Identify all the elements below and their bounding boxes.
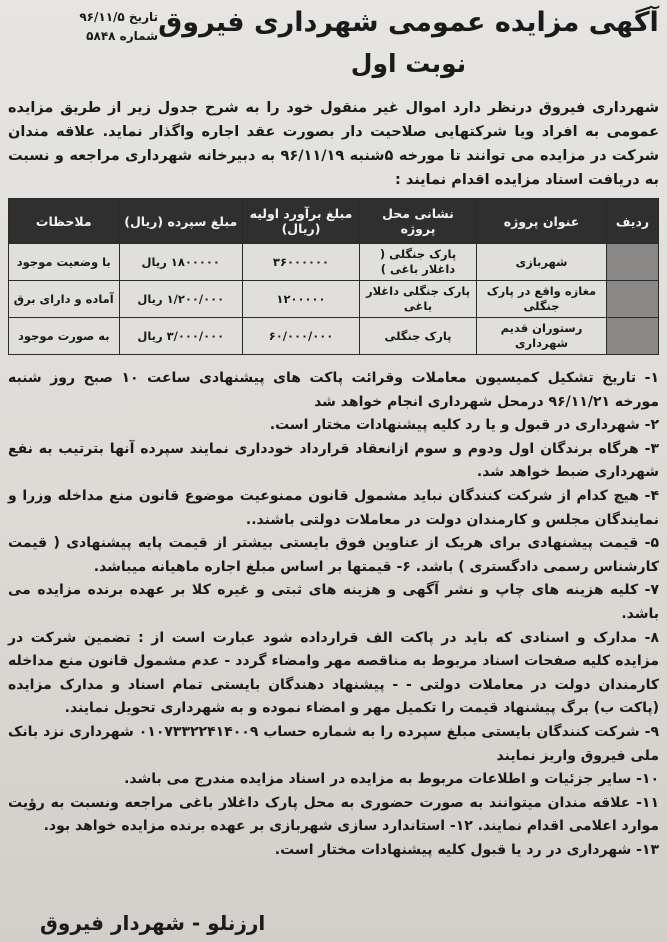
project-title-cell: رستوران قدیم شهرداری <box>477 318 607 355</box>
table-row <box>9 244 659 281</box>
header-initial-estimate: مبلغ برآورد اولیه (ریال) <box>243 199 360 244</box>
deposit-cell: ۱۸۰۰۰۰۰ ریال <box>119 244 243 281</box>
auction-table <box>8 198 659 355</box>
condition-item: ۱- تاریخ تشکیل کمیسیون معاملات وقرائت پاکت های پیشنهادی ساعت ۱۰ صبح روز شنبه مورخه ۹۶/۱۱/۲۱ درمحل شهرداری انجام خواهد شد <box>8 370 660 410</box>
notice-meta <box>10 8 158 46</box>
notice-title: آگهی مزایده عمومی شهرداری فیروق <box>158 7 659 38</box>
notes-cell: آماده و دارای برق <box>9 281 120 318</box>
project-address-cell: پارک جنگلی ( داغلار باغی ) <box>360 244 477 281</box>
signature-line: ارزنلو - شهردار فیروق <box>40 911 266 935</box>
condition-item: ۹- شرکت کنندگان بایستی مبلغ سپرده را به شماره حساب ۰۱۰۷۳۳۲۲۴۱۴۰۰۹ شهرداری نزد بانک ملی فیروق واریز نمایند <box>8 723 659 764</box>
project-address-cell: پارک جنگلی داغلار باغی <box>360 281 477 318</box>
table-header-row <box>9 199 659 244</box>
condition-item: ۷- کلیه هزینه های چاپ و نشر آگهی و هزینه های ثبتی و غیره کلا بر عهده برنده مزایده می باشد. <box>8 582 659 622</box>
condition-item: ۳- هرگاه برندگان اول ودوم و سوم ازانعقاد قرارداد خودداری نمایند سپرده آنها بترتیب به نفع شهرداری ضبط خواهد شد. <box>8 440 659 481</box>
notice-subtitle: نوبت اول <box>350 49 467 78</box>
condition-item: ۲- شهرداری در قبول و یا رد کلیه پیشنهادات مختار است. <box>269 417 659 434</box>
notice-number: شماره ۵۸۴۸ <box>86 29 158 43</box>
initial-estimate-cell: ۳۶۰۰۰۰۰۰ <box>243 244 360 281</box>
row-number-cell <box>607 244 659 281</box>
deposit-cell: ۱/۲۰۰/۰۰۰ ریال <box>119 281 243 318</box>
intro-paragraph: شهرداری فیروق درنظر دارد اموال غیر منقول خود را به شرح جدول زیر از طریق مزایده عمومی به افراد ویا شرکتهایی صلاحیت دار بصورت عقد اجاره واگذار نماید. علاقه مندان شرکت در مزایده می توانند تا مورخه ۵شنبه ۹۶/۱۱/۱۹ به دبیرخانه شهرداری مراجعه و نسبت به دریافت اسناد مزایده اقدام نمایند : <box>8 100 659 188</box>
notice-header <box>8 6 659 94</box>
initial-estimate-cell: ۶۰/۰۰۰/۰۰۰ <box>243 318 360 355</box>
header-project-address: نشانی محل پروژه <box>360 199 477 244</box>
condition-item: ۱۱- علاقه مندان میتوانند به صورت حضوری به محل پارک داغلار باغی مراجعه ونسبت به رؤیت موارد اعلامی اقدام نمایند. ۱۲- استاندارد سازی شهربازی بر عهده برنده مزایده خواهد بود. <box>8 794 659 835</box>
project-title-cell: مغازه واقع در پارک جنگلی <box>477 281 607 318</box>
condition-item: ۱۰- سایر جزئیات و اطلاعات مربوط به مزایده در اسناد مزایده مندرج می باشد. <box>124 771 659 788</box>
header-project-title: عنوان پروژه <box>477 199 607 244</box>
initial-estimate-cell: ۱۲۰۰۰۰۰ <box>243 281 360 318</box>
conditions-list <box>8 367 659 862</box>
row-number-cell <box>607 281 659 318</box>
notice-date: تاریخ ۹۶/۱۱/۵ <box>79 10 158 24</box>
project-address-cell: پارک جنگلی <box>360 318 477 355</box>
notes-cell: با وضعیت موجود <box>9 244 120 281</box>
notes-cell: به صورت موجود <box>9 318 120 355</box>
header-deposit: مبلغ سپرده (ریال) <box>119 199 243 244</box>
header-notes: ملاحظات <box>9 199 120 244</box>
table-row <box>9 318 659 355</box>
condition-item: ۵- قیمت پیشنهادی برای هریک از عناوین فوق بایستی بیشتر از قیمت پایه پیشنهادی ( قیمت کارشناس رسمی دادگستری ) باشد. ۶- قیمتها بر اساس مبلغ اجاره ماهیانه میباشد. <box>8 535 659 575</box>
row-number-cell <box>607 318 659 355</box>
condition-item: ۴- هیچ کدام از شرکت کنندگان نباید مشمول قانون ممنوعیت موضوع قانون منع مداخله وزرا و نمایندگان مجلس و کارمندان دولت در معاملات دولتی باشند.. <box>8 487 659 528</box>
header-row-number: ردیف <box>607 199 659 244</box>
condition-item: ۱۳- شهرداری در رد یا قبول کلیه پیشنهادات مختار است. <box>274 841 659 858</box>
table-row <box>9 281 659 318</box>
deposit-cell: ۳/۰۰۰/۰۰۰ ریال <box>119 318 243 355</box>
project-title-cell: شهربازی <box>477 244 607 281</box>
condition-item: ۸- مدارک و اسنادی که باید در پاکت الف قرارداده شود عبارت است از : تضمین شرکت در مزایده کلیه صفحات اسناد مربوط به مناقصه مهر وامضاء گردد - عدم مشمول قانون منع مداخله کارمندان دولت در معاملات دولتی - - پیشنهاد دهندگان بایستی تمام اسناد و مدارک مزایده (پاکت ب) برگ پیشنهاد قیمت را تکمیل مهر و امضاء نموده و به شهرداری تحویل نمایند. <box>8 629 659 717</box>
